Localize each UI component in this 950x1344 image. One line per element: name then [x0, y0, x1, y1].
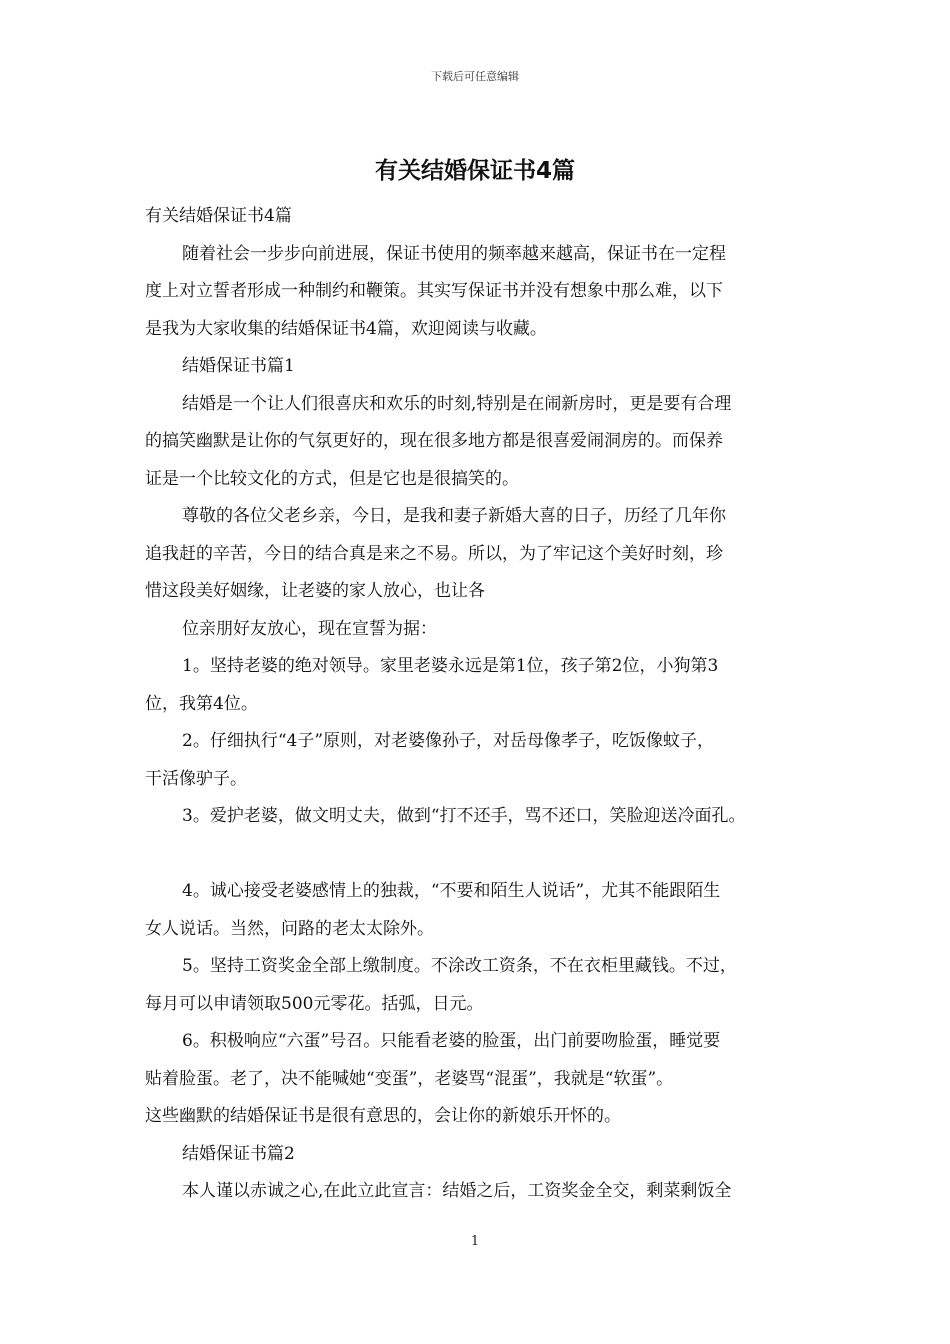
document-body [145, 198, 817, 1211]
text-line: 干活像驴子。 [145, 768, 247, 789]
text-line: 随着社会一步步向前进展，保证书使用的频率越来越高，保证书在一定程 [182, 243, 726, 264]
text-line: 贴着脸蛋。老了，决不能喊她“变蛋”，老婆骂“混蛋”，我就是“软蛋”。 [145, 1068, 674, 1089]
text-line: 证是一个比较文化的方式，但是它也是很搞笑的。 [145, 468, 519, 489]
text-line: 结婚保证书篇2 [182, 1143, 295, 1164]
text-line: 位，我第4位。 [145, 693, 258, 714]
text-line: 3。爱护老婆，做文明丈夫，做到“打不还手，骂不还口，笑脸迎送冷面孔。 [182, 806, 746, 826]
text-line: 追我赶的辛苦，今日的结合真是来之不易。所以，为了牢记这个美好时刻，珍 [145, 543, 723, 564]
text-line: 6。积极响应“六蛋”号召。只能看老婆的脸蛋，出门前要吻脸蛋，睡觉要 [182, 1031, 721, 1051]
text-line: 惜这段美好姻缘，让老婆的家人放心，也让各 [145, 581, 485, 601]
text-line: 的搞笑幽默是让你的气氛更好的，现在很多地方都是很喜爱闹洞房的。而保养 [145, 431, 723, 451]
text-line: 这些幽默的结婚保证书是很有意思的，会让你的新娘乐开怀的。 [145, 1106, 621, 1126]
document-title: 有关结婚保证书4篇 [374, 158, 575, 184]
text-line: 本人谨以赤诚之心,在此立此宣言：结婚之后，工资奖金全交，剩菜剩饭全 [182, 1181, 732, 1201]
text-line [145, 836, 817, 874]
text-line: 有关结婚保证书4篇 [145, 206, 292, 226]
text-line: 尊敬的各位父老乡亲，今日，是我和妻子新婚大喜的日子，历经了几年你 [182, 506, 726, 526]
text-line: 1。坚持老婆的绝对领导。家里老婆永远是第1位，孩子第2位，小狗第3 [182, 656, 719, 676]
text-line: 5。坚持工资奖金全部上缴制度。不涂改工资条，不在衣柜里藏钱。不过， [182, 956, 737, 976]
page-number: 1 [470, 1234, 480, 1249]
text-line: 2。仔细执行“4子”原则，对老婆像孙子，对岳母像孝子，吃饭像蚊子， [182, 731, 715, 751]
text-line: 位亲朋好友放心，现在宣誓为据： [182, 618, 437, 639]
text-line: 4。诚心接受老婆感情上的独裁，“不要和陌生人说话”，尤其不能跟陌生 [182, 881, 721, 901]
text-line: 女人说话。当然，问路的老太太除外。 [145, 918, 434, 939]
text-line: 结婚保证书篇1 [182, 356, 295, 376]
text-line: 每月可以申请领取500元零花。括弧，日元。 [145, 993, 484, 1014]
page-header: 下载后可任意编辑 [431, 70, 519, 83]
text-line: 结婚是一个让人们很喜庆和欢乐的时刻,特别是在闹新房时，更是要有合理 [182, 393, 732, 414]
text-line: 是我为大家收集的结婚保证书4篇，欢迎阅读与收藏。 [145, 318, 547, 339]
text-line: 度上对立誓者形成一种制约和鞭策。其实写保证书并没有想象中那么难，以下 [145, 281, 723, 301]
